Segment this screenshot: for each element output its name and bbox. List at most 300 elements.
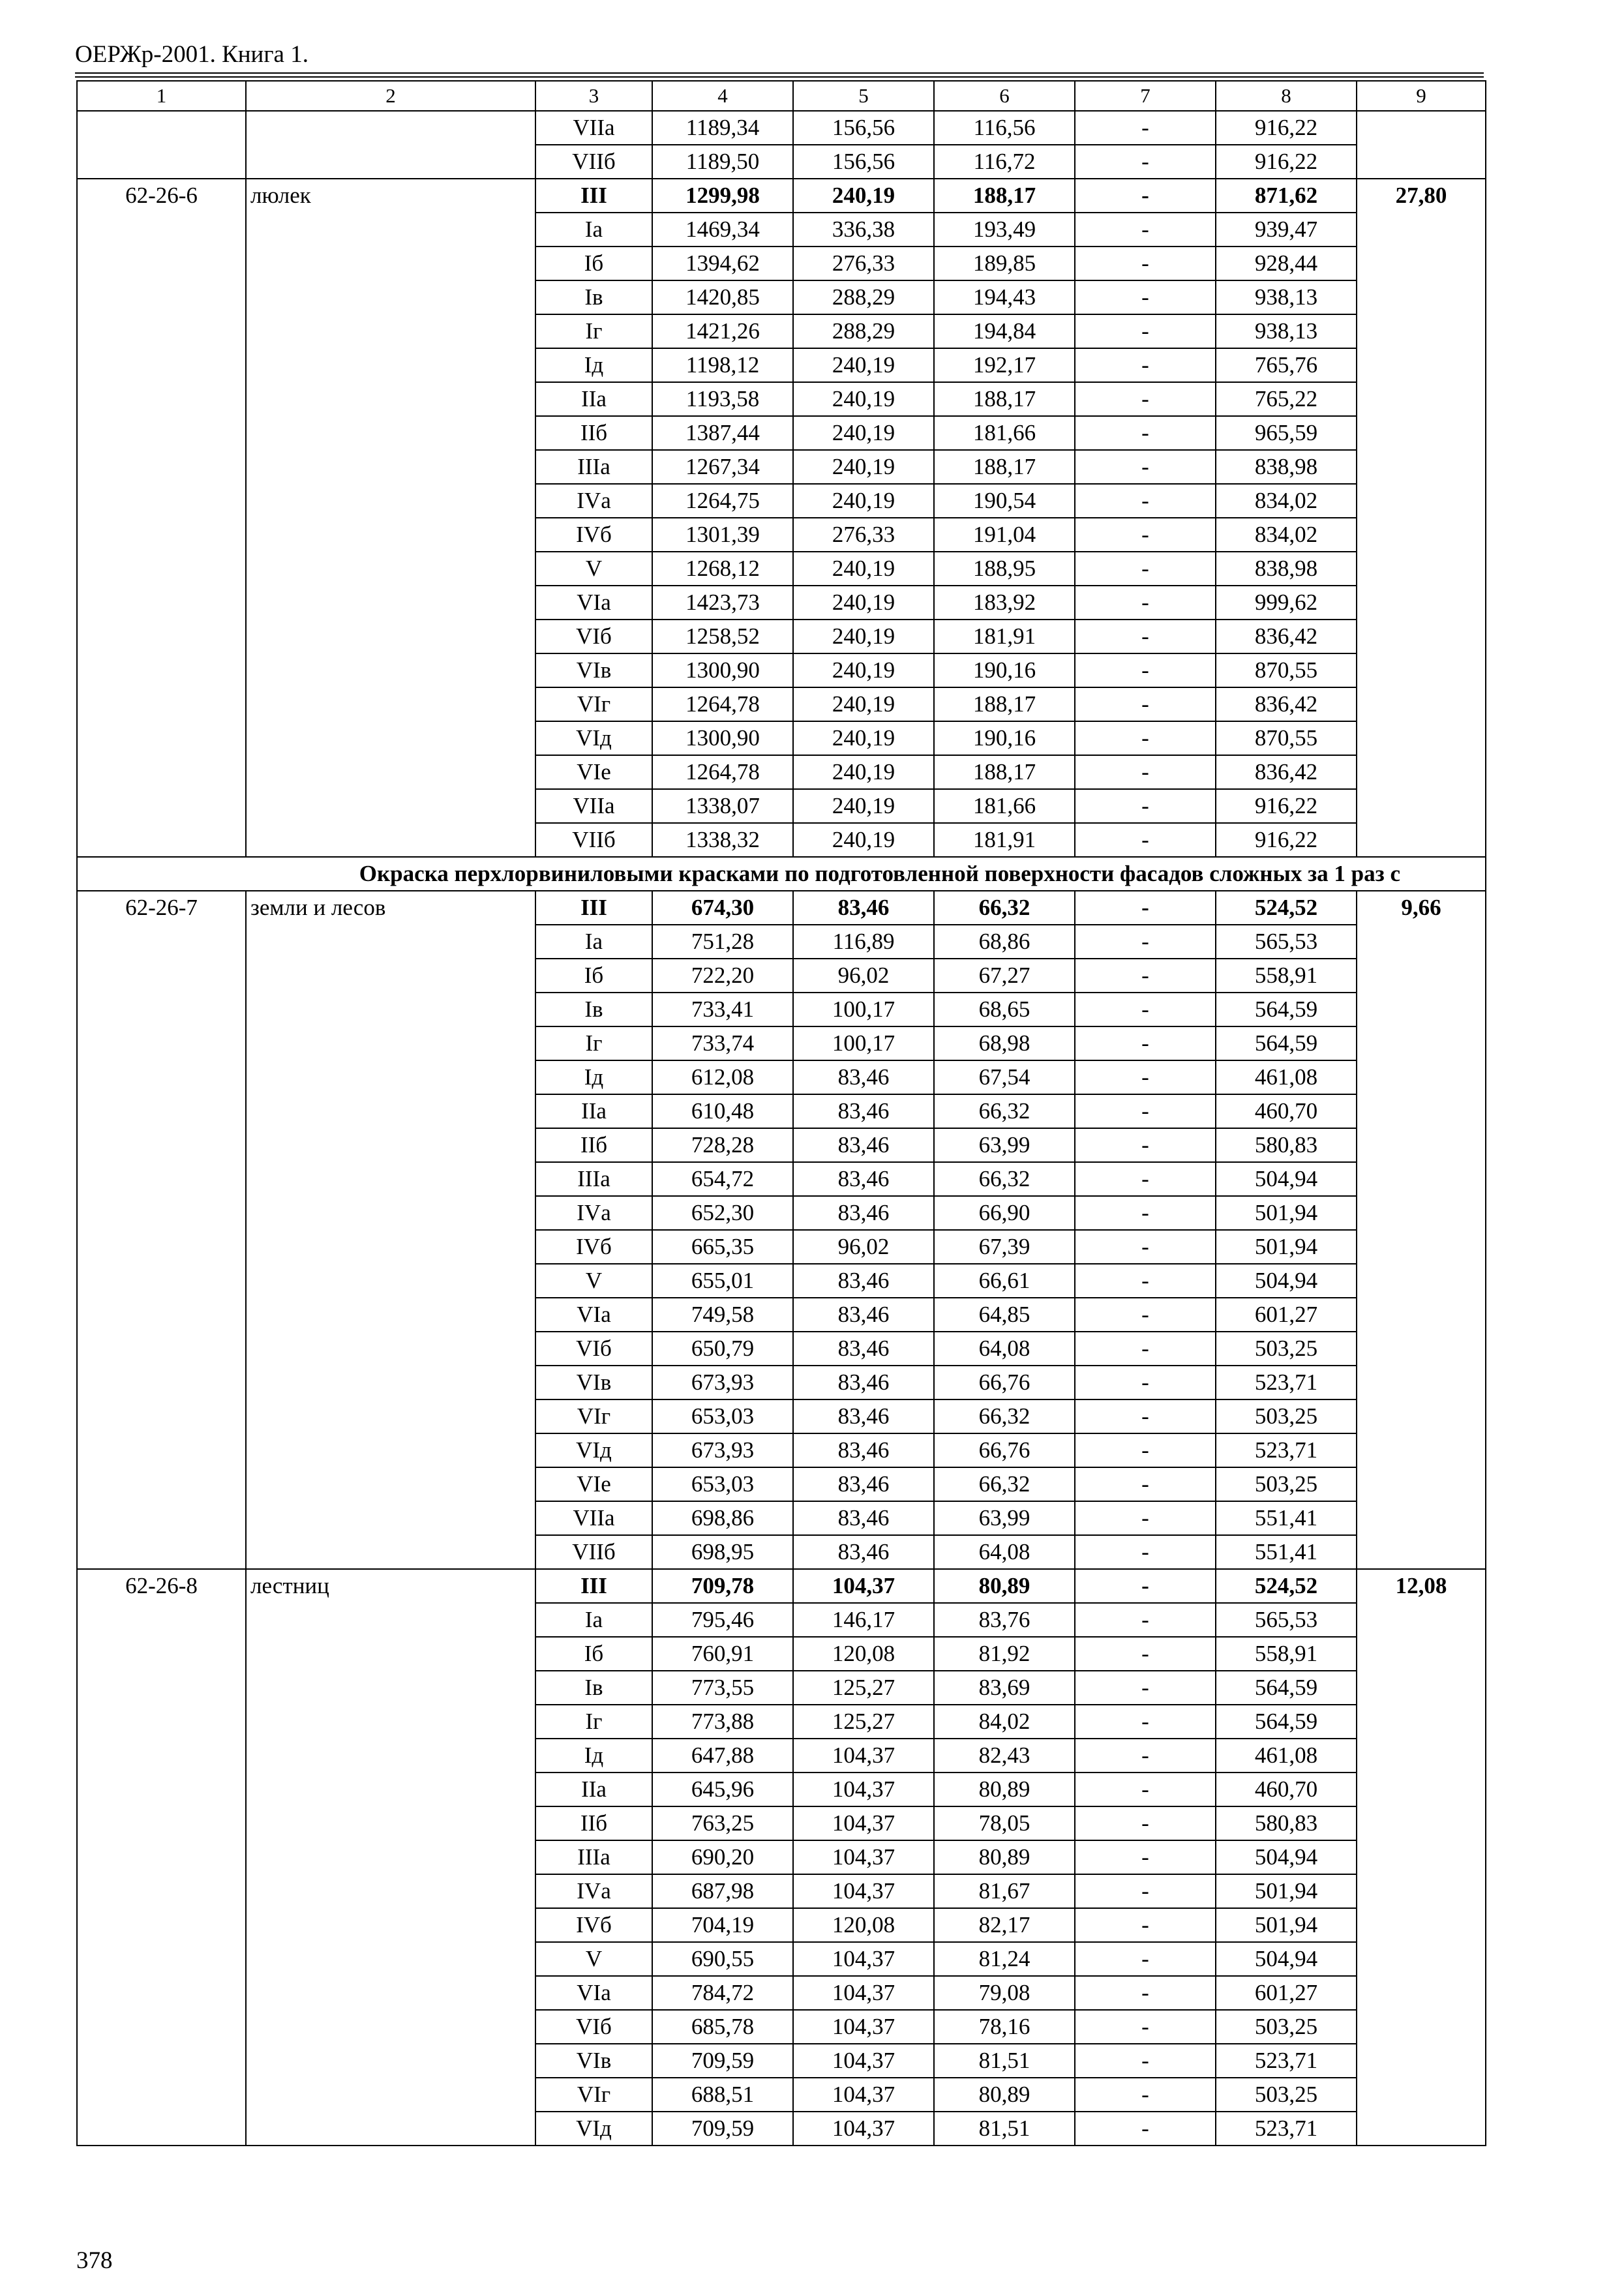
page-number: 378	[76, 2247, 113, 2274]
value-cell: -	[1075, 145, 1216, 179]
value-cell: -	[1075, 653, 1216, 687]
value-cell: IVа	[535, 484, 652, 518]
value-cell: -	[1075, 1671, 1216, 1705]
value-cell: 240,19	[793, 348, 934, 382]
value-cell: 1301,39	[652, 518, 793, 552]
value-cell: 501,94	[1216, 1196, 1357, 1230]
value-cell: 690,20	[652, 1840, 793, 1874]
value-cell: 836,42	[1216, 620, 1357, 653]
value-cell: 938,13	[1216, 314, 1357, 348]
value-cell: 64,08	[934, 1535, 1075, 1569]
value-cell: 288,29	[793, 280, 934, 314]
value-cell: 784,72	[652, 1976, 793, 2010]
value-cell: 673,93	[652, 1366, 793, 1399]
value-cell: 690,55	[652, 1942, 793, 1976]
value-cell: 104,37	[793, 1773, 934, 1806]
column-number: 3	[535, 81, 652, 111]
section-heading: Окраска перхлорвиниловыми красками по подготовленной поверхности фасадов сложных за 1 раз с	[77, 857, 1486, 891]
value-cell: Iд	[535, 1060, 652, 1094]
value-cell: 558,91	[1216, 959, 1357, 993]
table-row	[77, 179, 1486, 213]
value-cell: 83,46	[793, 1332, 934, 1366]
value-cell: 749,58	[652, 1298, 793, 1332]
value-cell: 194,43	[934, 280, 1075, 314]
value-cell: -	[1075, 348, 1216, 382]
value-cell: IIа	[535, 382, 652, 416]
value-cell: VIа	[535, 586, 652, 620]
value-cell: -	[1075, 1739, 1216, 1773]
item-name: лестниц	[246, 1569, 535, 2146]
value-cell: V	[535, 1264, 652, 1298]
header-rule-double	[75, 76, 1484, 78]
value-cell: 551,41	[1216, 1535, 1357, 1569]
value-cell: -	[1075, 552, 1216, 586]
item-name: земли и лесов	[246, 891, 535, 1569]
value-cell: 650,79	[652, 1332, 793, 1366]
value-cell: Iа	[535, 213, 652, 247]
value-cell: -	[1075, 1637, 1216, 1671]
value-cell: -	[1075, 959, 1216, 993]
value-cell: 125,27	[793, 1705, 934, 1739]
value-cell: 240,19	[793, 789, 934, 823]
value-cell: 104,37	[793, 1569, 934, 1603]
value-cell: VIб	[535, 2010, 652, 2044]
table-row	[77, 891, 1486, 925]
value-cell: 1267,34	[652, 450, 793, 484]
value-cell: -	[1075, 721, 1216, 755]
value-cell: 83,46	[793, 1264, 934, 1298]
value-cell: 116,56	[934, 111, 1075, 145]
header-rule	[75, 72, 1484, 74]
value-cell: VIа	[535, 1298, 652, 1332]
value-cell: 83,46	[793, 1467, 934, 1501]
value-cell: 773,55	[652, 1671, 793, 1705]
value-cell: 156,56	[793, 145, 934, 179]
value-cell: 82,17	[934, 1908, 1075, 1942]
value-cell: 765,22	[1216, 382, 1357, 416]
value-cell: 120,08	[793, 1637, 934, 1671]
value-cell: 188,17	[934, 755, 1075, 789]
value-cell: 68,98	[934, 1026, 1075, 1060]
value-cell: VIа	[535, 1976, 652, 2010]
page-header: ОЕРЖр-2001. Книга 1.	[75, 41, 308, 68]
value-cell: 1300,90	[652, 721, 793, 755]
value-cell: -	[1075, 1501, 1216, 1535]
column-number: 5	[793, 81, 934, 111]
table-row	[77, 1569, 1486, 1603]
value-cell: 190,54	[934, 484, 1075, 518]
item-total: 12,08	[1357, 1569, 1486, 2146]
value-cell: 104,37	[793, 2044, 934, 2078]
value-cell: -	[1075, 450, 1216, 484]
value-cell: 728,28	[652, 1128, 793, 1162]
value-cell: IIа	[535, 1094, 652, 1128]
value-cell: 181,66	[934, 416, 1075, 450]
value-cell: 183,92	[934, 586, 1075, 620]
value-cell: -	[1075, 1196, 1216, 1230]
value-cell: 1423,73	[652, 586, 793, 620]
value-cell: VIIб	[535, 823, 652, 857]
value-cell: IIб	[535, 416, 652, 450]
value-cell: 64,08	[934, 1332, 1075, 1366]
value-cell: 928,44	[1216, 247, 1357, 280]
value-cell: -	[1075, 1705, 1216, 1739]
value-cell: 709,59	[652, 2044, 793, 2078]
column-number: 4	[652, 81, 793, 111]
value-cell: VIв	[535, 2044, 652, 2078]
value-cell: 191,04	[934, 518, 1075, 552]
value-cell: 190,16	[934, 721, 1075, 755]
value-cell: 1264,78	[652, 687, 793, 721]
value-cell: 733,41	[652, 993, 793, 1026]
value-cell: 104,37	[793, 1874, 934, 1908]
value-cell: 104,37	[793, 1739, 934, 1773]
value-cell: 523,71	[1216, 2044, 1357, 2078]
value-cell: 80,89	[934, 2078, 1075, 2112]
value-cell: 240,19	[793, 823, 934, 857]
value-cell: IIIа	[535, 1162, 652, 1196]
value-cell: 504,94	[1216, 1264, 1357, 1298]
value-cell: Iа	[535, 1603, 652, 1637]
value-cell: 240,19	[793, 653, 934, 687]
value-cell: -	[1075, 891, 1216, 925]
value-cell: -	[1075, 2078, 1216, 2112]
value-cell: -	[1075, 1569, 1216, 1603]
value-cell: 276,33	[793, 247, 934, 280]
value-cell: -	[1075, 1162, 1216, 1196]
value-cell: 83,46	[793, 1094, 934, 1128]
value-cell: 104,37	[793, 1942, 934, 1976]
value-cell: VIг	[535, 687, 652, 721]
column-number: 7	[1075, 81, 1216, 111]
value-cell: 1268,12	[652, 552, 793, 586]
value-cell: 834,02	[1216, 484, 1357, 518]
value-cell: IVа	[535, 1874, 652, 1908]
value-cell: 78,05	[934, 1806, 1075, 1840]
value-cell: 83,46	[793, 1366, 934, 1399]
value-cell: 504,94	[1216, 1942, 1357, 1976]
value-cell: 601,27	[1216, 1298, 1357, 1332]
value-cell: 67,27	[934, 959, 1075, 993]
value-cell: 66,32	[934, 1162, 1075, 1196]
value-cell: 698,86	[652, 1501, 793, 1535]
value-cell: 63,99	[934, 1128, 1075, 1162]
value-cell: 68,86	[934, 925, 1075, 959]
value-cell: 192,17	[934, 348, 1075, 382]
value-cell: -	[1075, 247, 1216, 280]
value-cell: 999,62	[1216, 586, 1357, 620]
value-cell: -	[1075, 2044, 1216, 2078]
value-cell: 66,76	[934, 1433, 1075, 1467]
value-cell: 66,32	[934, 1467, 1075, 1501]
item-name: люлек	[246, 179, 535, 857]
value-cell: 773,88	[652, 1705, 793, 1739]
value-cell: 916,22	[1216, 111, 1357, 145]
value-cell: 80,89	[934, 1773, 1075, 1806]
value-cell: 763,25	[652, 1806, 793, 1840]
column-number: 8	[1216, 81, 1357, 111]
value-cell: -	[1075, 1094, 1216, 1128]
value-cell: 240,19	[793, 721, 934, 755]
value-cell: 83,46	[793, 1128, 934, 1162]
value-cell: 125,27	[793, 1671, 934, 1705]
column-number-row	[77, 81, 1486, 111]
value-cell: 66,61	[934, 1264, 1075, 1298]
value-cell: 81,24	[934, 1942, 1075, 1976]
total-cell	[1357, 111, 1486, 179]
value-cell: -	[1075, 1908, 1216, 1942]
value-cell: VIб	[535, 620, 652, 653]
value-cell: 83,46	[793, 1399, 934, 1433]
value-cell: -	[1075, 416, 1216, 450]
value-cell: 503,25	[1216, 1399, 1357, 1433]
value-cell: IVб	[535, 1908, 652, 1942]
value-cell: 838,98	[1216, 552, 1357, 586]
value-cell: 240,19	[793, 687, 934, 721]
value-cell: 645,96	[652, 1773, 793, 1806]
value-cell: 524,52	[1216, 1569, 1357, 1603]
value-cell: 104,37	[793, 2010, 934, 2044]
value-cell: VIв	[535, 653, 652, 687]
value-cell: 66,32	[934, 1399, 1075, 1433]
item-code: 62-26-7	[77, 891, 246, 1569]
value-cell: 240,19	[793, 484, 934, 518]
value-cell: -	[1075, 925, 1216, 959]
value-cell: IIа	[535, 1773, 652, 1806]
value-cell: -	[1075, 1433, 1216, 1467]
value-cell: -	[1075, 1874, 1216, 1908]
value-cell: 81,51	[934, 2112, 1075, 2146]
value-cell: 838,98	[1216, 450, 1357, 484]
value-cell: -	[1075, 1399, 1216, 1433]
value-cell: VIд	[535, 721, 652, 755]
value-cell: -	[1075, 2112, 1216, 2146]
value-cell: 1420,85	[652, 280, 793, 314]
value-cell: 652,30	[652, 1196, 793, 1230]
value-cell: 673,93	[652, 1433, 793, 1467]
value-cell: 83,46	[793, 1535, 934, 1569]
value-cell: 181,66	[934, 789, 1075, 823]
value-cell: Iа	[535, 925, 652, 959]
value-cell: 653,03	[652, 1399, 793, 1433]
value-cell: 523,71	[1216, 1366, 1357, 1399]
value-cell: 939,47	[1216, 213, 1357, 247]
value-cell: 116,72	[934, 145, 1075, 179]
item-code: 62-26-6	[77, 179, 246, 857]
value-cell: 80,89	[934, 1569, 1075, 1603]
value-cell: -	[1075, 179, 1216, 213]
table-body	[77, 81, 1486, 2146]
value-cell: VIIа	[535, 111, 652, 145]
value-cell: -	[1075, 1535, 1216, 1569]
value-cell: 1338,07	[652, 789, 793, 823]
value-cell: 1264,78	[652, 755, 793, 789]
column-number: 1	[77, 81, 246, 111]
value-cell: -	[1075, 111, 1216, 145]
value-cell: -	[1075, 789, 1216, 823]
value-cell: 1264,75	[652, 484, 793, 518]
column-number: 2	[246, 81, 535, 111]
value-cell: Iг	[535, 314, 652, 348]
value-cell: -	[1075, 1298, 1216, 1332]
value-cell: 836,42	[1216, 755, 1357, 789]
value-cell: 83,69	[934, 1671, 1075, 1705]
value-cell: 84,02	[934, 1705, 1075, 1739]
value-cell: 81,67	[934, 1874, 1075, 1908]
value-cell: 96,02	[793, 959, 934, 993]
value-cell: 460,70	[1216, 1773, 1357, 1806]
value-cell: 1469,34	[652, 213, 793, 247]
value-cell: 834,02	[1216, 518, 1357, 552]
value-cell: 83,46	[793, 1298, 934, 1332]
value-cell: 194,84	[934, 314, 1075, 348]
value-cell: 733,74	[652, 1026, 793, 1060]
value-cell: -	[1075, 1332, 1216, 1366]
value-cell: -	[1075, 1026, 1216, 1060]
value-cell: 188,17	[934, 687, 1075, 721]
value-cell: 916,22	[1216, 145, 1357, 179]
value-cell: 698,95	[652, 1535, 793, 1569]
value-cell: 460,70	[1216, 1094, 1357, 1128]
value-cell: 1193,58	[652, 382, 793, 416]
value-cell: 916,22	[1216, 823, 1357, 857]
value-cell: 558,91	[1216, 1637, 1357, 1671]
value-cell: -	[1075, 1976, 1216, 2010]
value-cell: 1198,12	[652, 348, 793, 382]
value-cell: VIIа	[535, 1501, 652, 1535]
value-cell: VIе	[535, 1467, 652, 1501]
value-cell: 63,99	[934, 1501, 1075, 1535]
value-cell: 336,38	[793, 213, 934, 247]
value-cell: 188,17	[934, 179, 1075, 213]
item-code: 62-26-8	[77, 1569, 246, 2146]
value-cell: 96,02	[793, 1230, 934, 1264]
value-cell: -	[1075, 1128, 1216, 1162]
value-cell: 685,78	[652, 2010, 793, 2044]
value-cell: Iг	[535, 1705, 652, 1739]
value-cell: 190,16	[934, 653, 1075, 687]
value-cell: IVб	[535, 518, 652, 552]
value-cell: 189,85	[934, 247, 1075, 280]
value-cell: 503,25	[1216, 2078, 1357, 2112]
value-cell: -	[1075, 518, 1216, 552]
value-cell: IVа	[535, 1196, 652, 1230]
section-heading-row	[77, 857, 1486, 891]
value-cell: -	[1075, 1060, 1216, 1094]
value-cell: 765,76	[1216, 348, 1357, 382]
value-cell: 551,41	[1216, 1501, 1357, 1535]
value-cell: 654,72	[652, 1162, 793, 1196]
value-cell: 871,62	[1216, 179, 1357, 213]
value-cell: 83,46	[793, 1196, 934, 1230]
value-cell: 564,59	[1216, 993, 1357, 1026]
value-cell: 83,76	[934, 1603, 1075, 1637]
value-cell: VIе	[535, 755, 652, 789]
value-cell: 68,65	[934, 993, 1075, 1026]
value-cell: 276,33	[793, 518, 934, 552]
value-cell: -	[1075, 620, 1216, 653]
value-cell: 240,19	[793, 416, 934, 450]
value-cell: 665,35	[652, 1230, 793, 1264]
value-cell: 612,08	[652, 1060, 793, 1094]
value-cell: 82,43	[934, 1739, 1075, 1773]
value-cell: -	[1075, 687, 1216, 721]
value-cell: 503,25	[1216, 1467, 1357, 1501]
value-cell: 104,37	[793, 1840, 934, 1874]
value-cell: 580,83	[1216, 1128, 1357, 1162]
value-cell: -	[1075, 314, 1216, 348]
value-cell: 1258,52	[652, 620, 793, 653]
value-cell: VIг	[535, 1399, 652, 1433]
value-cell: -	[1075, 1773, 1216, 1806]
value-cell: 104,37	[793, 1806, 934, 1840]
value-cell: III	[535, 891, 652, 925]
value-cell: VIд	[535, 1433, 652, 1467]
value-cell: Iг	[535, 1026, 652, 1060]
value-cell: 66,32	[934, 1094, 1075, 1128]
value-cell: 501,94	[1216, 1230, 1357, 1264]
value-cell: 1338,32	[652, 823, 793, 857]
value-cell: 565,53	[1216, 925, 1357, 959]
value-cell: 704,19	[652, 1908, 793, 1942]
value-cell: 67,39	[934, 1230, 1075, 1264]
value-cell: 751,28	[652, 925, 793, 959]
value-cell: 1299,98	[652, 179, 793, 213]
value-cell: 104,37	[793, 1976, 934, 2010]
value-cell: Iд	[535, 348, 652, 382]
item-total: 27,80	[1357, 179, 1486, 857]
value-cell: 523,71	[1216, 1433, 1357, 1467]
value-cell: IIIа	[535, 1840, 652, 1874]
value-cell: -	[1075, 1840, 1216, 1874]
value-cell: 870,55	[1216, 721, 1357, 755]
value-cell: 104,37	[793, 2078, 934, 2112]
value-cell: 80,89	[934, 1840, 1075, 1874]
value-cell: 83,46	[793, 891, 934, 925]
value-cell: III	[535, 1569, 652, 1603]
value-cell: -	[1075, 1264, 1216, 1298]
value-cell: 870,55	[1216, 653, 1357, 687]
value-cell: 1421,26	[652, 314, 793, 348]
value-cell: Iб	[535, 1637, 652, 1671]
value-cell: VIг	[535, 2078, 652, 2112]
value-cell: 240,19	[793, 382, 934, 416]
value-cell: 240,19	[793, 450, 934, 484]
value-cell: 156,56	[793, 111, 934, 145]
value-cell: -	[1075, 2010, 1216, 2044]
value-cell: 100,17	[793, 1026, 934, 1060]
value-cell: 240,19	[793, 552, 934, 586]
value-cell: 1189,34	[652, 111, 793, 145]
value-cell: 503,25	[1216, 1332, 1357, 1366]
value-cell: 504,94	[1216, 1162, 1357, 1196]
value-cell: V	[535, 552, 652, 586]
value-cell: 610,48	[652, 1094, 793, 1128]
value-cell: -	[1075, 213, 1216, 247]
value-cell: IVб	[535, 1230, 652, 1264]
value-cell: 836,42	[1216, 687, 1357, 721]
value-cell: -	[1075, 1942, 1216, 1976]
value-cell: 66,76	[934, 1366, 1075, 1399]
value-cell: V	[535, 1942, 652, 1976]
value-cell: 916,22	[1216, 789, 1357, 823]
value-cell: 116,89	[793, 925, 934, 959]
value-cell: VIб	[535, 1332, 652, 1366]
value-cell: 188,95	[934, 552, 1075, 586]
value-cell: 674,30	[652, 891, 793, 925]
value-cell: 181,91	[934, 823, 1075, 857]
table-row	[77, 111, 1486, 145]
